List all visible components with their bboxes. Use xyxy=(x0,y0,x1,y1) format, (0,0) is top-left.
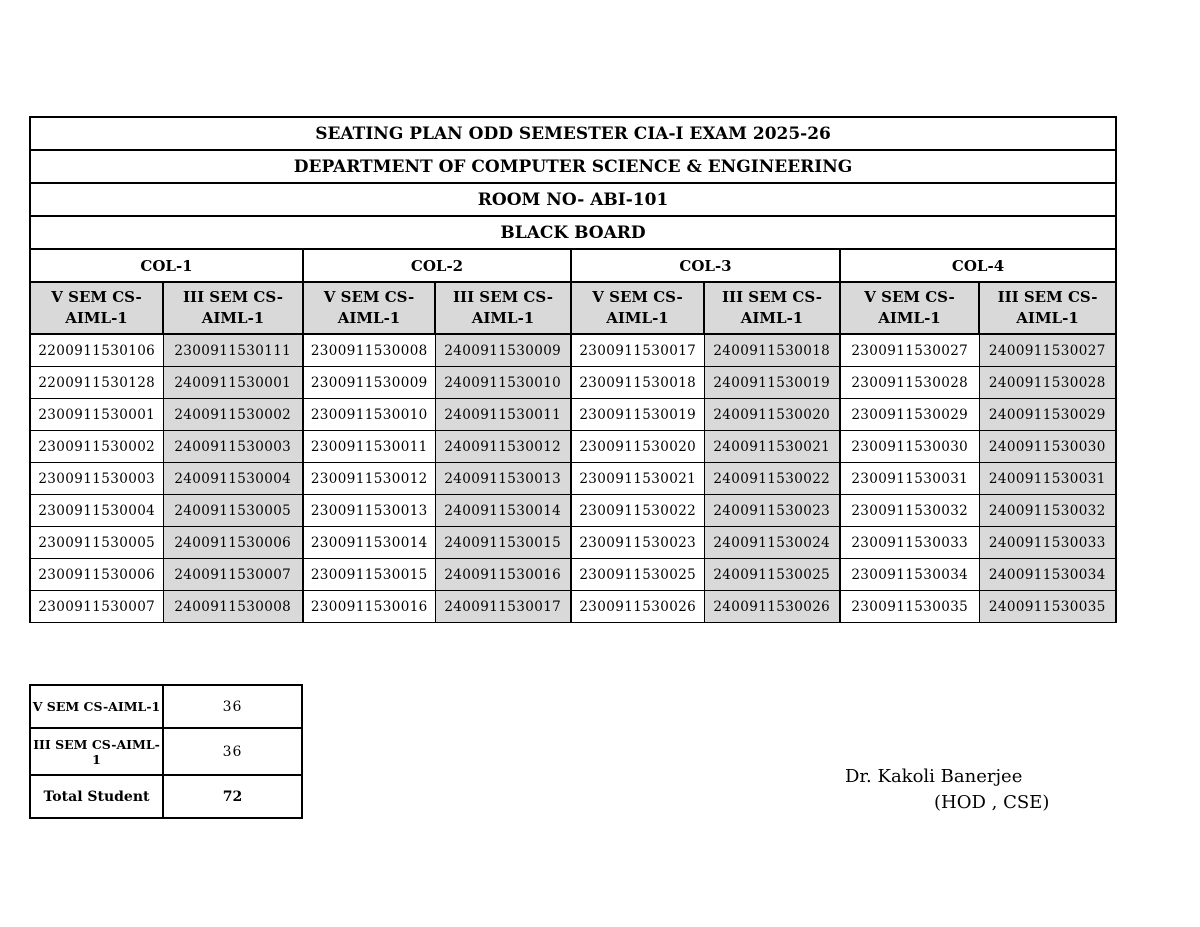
section-header-line: V SEM CS- xyxy=(592,288,683,306)
section-header-line: V SEM CS- xyxy=(323,288,415,306)
summary-label: V SEM CS-AIML-1 xyxy=(30,685,163,728)
roll-number-cell: 2300911530008 xyxy=(303,334,435,367)
roll-number-cell: 2400911530017 xyxy=(435,591,571,623)
roll-number-cell: 2400911530003 xyxy=(163,431,303,463)
roll-number-cell: 2300911530005 xyxy=(30,527,163,559)
roll-number-cell: 2400911530020 xyxy=(704,399,840,431)
roll-number-cell: 2300911530003 xyxy=(30,463,163,495)
roll-number-cell: 2300911530034 xyxy=(840,559,979,591)
roll-number-cell: 2400911530014 xyxy=(435,495,571,527)
roll-number-cell: 2300911530019 xyxy=(571,399,704,431)
room-number: ROOM NO- ABI-101 xyxy=(30,183,1116,216)
roll-number-cell: 2400911530023 xyxy=(704,495,840,527)
section-header-line: AIML-1 xyxy=(201,309,265,327)
roll-number-cell: 2200911530106 xyxy=(30,334,163,367)
summary-row xyxy=(30,775,302,818)
roll-number-cell: 2400911530011 xyxy=(435,399,571,431)
section-header-line: AIML-1 xyxy=(1016,309,1079,327)
roll-number-cell: 2300911530022 xyxy=(571,495,704,527)
section-header-line: AIML-1 xyxy=(606,309,669,327)
roll-number-cell: 2300911530029 xyxy=(840,399,979,431)
department-title: DEPARTMENT OF COMPUTER SCIENCE & ENGINEERING xyxy=(30,150,1116,183)
roll-number-cell: 2300911530111 xyxy=(163,334,303,367)
roll-number-cell: 2400911530024 xyxy=(704,527,840,559)
summary-value: 36 xyxy=(163,685,302,728)
column-header: COL-4 xyxy=(840,249,1116,282)
section-header xyxy=(303,282,435,334)
roll-number-cell: 2200911530128 xyxy=(30,367,163,399)
roll-number-cell: 2300911530026 xyxy=(571,591,704,623)
roll-number-cell: 2300911530018 xyxy=(571,367,704,399)
black-board-label: BLACK BOARD xyxy=(30,216,1116,249)
column-header: COL-2 xyxy=(303,249,571,282)
summary-value: 72 xyxy=(163,775,302,818)
roll-number-cell: 2300911530012 xyxy=(303,463,435,495)
roll-number-cell: 2400911530004 xyxy=(163,463,303,495)
roll-number-cell: 2300911530006 xyxy=(30,559,163,591)
table-row xyxy=(30,527,1116,559)
roll-number-cell: 2400911530026 xyxy=(704,591,840,623)
section-header-line: AIML-1 xyxy=(878,309,941,327)
roll-number-cell: 2300911530030 xyxy=(840,431,979,463)
section-header-line: V SEM CS- xyxy=(864,288,955,306)
section-header-line: AIML-1 xyxy=(471,309,535,327)
section-header-line: AIML-1 xyxy=(337,309,401,327)
roll-number-cell: 2300911530004 xyxy=(30,495,163,527)
table-row xyxy=(30,431,1116,463)
roll-number-cell: 2300911530027 xyxy=(840,334,979,367)
roll-number-cell: 2400911530030 xyxy=(979,431,1116,463)
roll-number-cell: 2400911530027 xyxy=(979,334,1116,367)
roll-number-cell: 2400911530007 xyxy=(163,559,303,591)
roll-number-cell: 2300911530015 xyxy=(303,559,435,591)
section-header-line: III SEM CS- xyxy=(722,288,822,306)
summary-row xyxy=(30,728,302,775)
roll-number-cell: 2400911530029 xyxy=(979,399,1116,431)
roll-number-cell: 2300911530014 xyxy=(303,527,435,559)
section-header-line: V SEM CS- xyxy=(51,288,142,306)
section-header-line: AIML-1 xyxy=(65,309,128,327)
roll-number-cell: 2400911530018 xyxy=(704,334,840,367)
exam-title: SEATING PLAN ODD SEMESTER CIA-I EXAM 2025-26 xyxy=(30,117,1116,150)
roll-number-cell: 2300911530011 xyxy=(303,431,435,463)
roll-number-cell: 2400911530031 xyxy=(979,463,1116,495)
roll-number-cell: 2300911530031 xyxy=(840,463,979,495)
roll-number-cell: 2400911530019 xyxy=(704,367,840,399)
signatory-role: (HOD , CSE) xyxy=(934,792,1050,813)
roll-number-cell: 2400911530013 xyxy=(435,463,571,495)
roll-number-cell: 2300911530017 xyxy=(571,334,704,367)
table-row xyxy=(30,495,1116,527)
roll-number-cell: 2300911530033 xyxy=(840,527,979,559)
signatory-name: Dr. Kakoli Banerjee xyxy=(845,766,1023,787)
roll-number-cell: 2400911530006 xyxy=(163,527,303,559)
roll-number-cell: 2400911530028 xyxy=(979,367,1116,399)
roll-number-cell: 2300911530035 xyxy=(840,591,979,623)
roll-number-cell: 2300911530023 xyxy=(571,527,704,559)
roll-number-cell: 2300911530016 xyxy=(303,591,435,623)
roll-number-cell: 2400911530034 xyxy=(979,559,1116,591)
summary-label: Total Student xyxy=(30,775,163,818)
table-row xyxy=(30,367,1116,399)
roll-number-cell: 2300911530021 xyxy=(571,463,704,495)
roll-number-cell: 2400911530002 xyxy=(163,399,303,431)
student-count-summary xyxy=(29,684,303,819)
roll-number-cell: 2300911530010 xyxy=(303,399,435,431)
roll-number-cell: 2300911530009 xyxy=(303,367,435,399)
seating-plan-table xyxy=(29,116,1117,623)
summary-row xyxy=(30,685,302,728)
roll-number-cell: 2400911530015 xyxy=(435,527,571,559)
roll-number-cell: 2300911530007 xyxy=(30,591,163,623)
roll-number-cell: 2400911530001 xyxy=(163,367,303,399)
column-header: COL-1 xyxy=(30,249,303,282)
table-row xyxy=(30,559,1116,591)
section-header xyxy=(163,282,303,334)
section-header xyxy=(571,282,704,334)
roll-number-cell: 2300911530025 xyxy=(571,559,704,591)
section-header xyxy=(840,282,979,334)
section-header xyxy=(704,282,840,334)
roll-number-cell: 2400911530032 xyxy=(979,495,1116,527)
roll-number-cell: 2400911530005 xyxy=(163,495,303,527)
section-header-line: III SEM CS- xyxy=(183,288,283,306)
roll-number-cell: 2300911530032 xyxy=(840,495,979,527)
roll-number-cell: 2400911530025 xyxy=(704,559,840,591)
section-header-line: III SEM CS- xyxy=(453,288,553,306)
section-header-line: III SEM CS- xyxy=(997,288,1098,306)
summary-value: 36 xyxy=(163,728,302,775)
section-header-line: AIML-1 xyxy=(740,309,804,327)
roll-number-cell: 2400911530012 xyxy=(435,431,571,463)
section-header xyxy=(30,282,163,334)
roll-number-cell: 2300911530002 xyxy=(30,431,163,463)
roll-number-cell: 2300911530001 xyxy=(30,399,163,431)
roll-number-cell: 2400911530016 xyxy=(435,559,571,591)
summary-label: III SEM CS-AIML-1 xyxy=(30,728,163,775)
roll-number-cell: 2400911530010 xyxy=(435,367,571,399)
section-header xyxy=(979,282,1116,334)
roll-number-cell: 2400911530033 xyxy=(979,527,1116,559)
roll-number-cell: 2400911530008 xyxy=(163,591,303,623)
table-row xyxy=(30,399,1116,431)
roll-number-cell: 2300911530013 xyxy=(303,495,435,527)
column-header: COL-3 xyxy=(571,249,840,282)
roll-number-cell: 2400911530035 xyxy=(979,591,1116,623)
table-row xyxy=(30,591,1116,623)
table-row xyxy=(30,334,1116,367)
roll-number-cell: 2400911530009 xyxy=(435,334,571,367)
roll-number-cell: 2400911530021 xyxy=(704,431,840,463)
section-header xyxy=(435,282,571,334)
roll-number-cell: 2300911530020 xyxy=(571,431,704,463)
table-row xyxy=(30,463,1116,495)
roll-number-cell: 2400911530022 xyxy=(704,463,840,495)
roll-number-cell: 2300911530028 xyxy=(840,367,979,399)
